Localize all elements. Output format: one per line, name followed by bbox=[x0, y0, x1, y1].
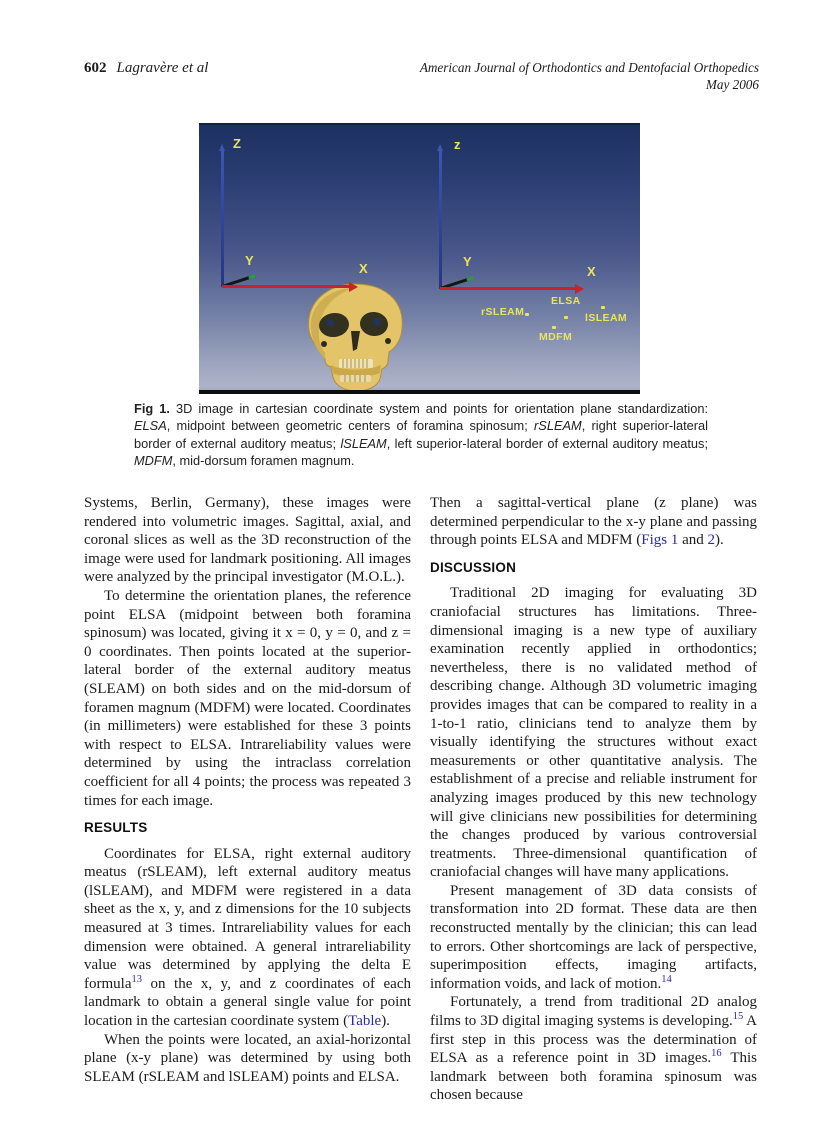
cross-reference-link[interactable]: 2 bbox=[707, 532, 716, 549]
paragraph bbox=[84, 1031, 411, 1087]
z-axis bbox=[221, 150, 224, 287]
text-segment: ). bbox=[381, 1013, 390, 1030]
issue-date: May 2006 bbox=[705, 76, 759, 92]
z-axis-label: z bbox=[454, 137, 461, 152]
z-axis bbox=[439, 150, 442, 289]
point-marker-elsa bbox=[564, 316, 568, 319]
text-segment: ). bbox=[715, 532, 724, 549]
running-head-left bbox=[84, 60, 208, 77]
paragraph bbox=[430, 584, 757, 882]
text-segment: To determine the orientation planes, the reference point ELSA (midpoint between both foramina spinosum) was located, giving it x = 0, y = 0, and z = 0 coordinates. Then points located at the superior-lateral border of the external auditory meatus (SLEAM) on both sides and on the mid-dorsum of foramen magnum (MDFM) were located. Coordinates (in millimeters) were established for these 3 points with respect to ELSA. Intrareliability values were determined by using the intraclass correlation coefficient for all 4 points; the process was repeated 3 times for each image. bbox=[84, 587, 411, 809]
cross-reference-link[interactable]: Figs 1 bbox=[641, 532, 679, 549]
x-axis-label: X bbox=[587, 264, 596, 279]
paragraph bbox=[84, 845, 411, 1031]
text-segment: Fortunately, a trend from traditional 2D analog films to 3D digital imaging systems is developing. bbox=[430, 994, 757, 1030]
text-segment: A first step in this process was the determination of ELSA as a reference point in 3D images. bbox=[430, 1013, 757, 1067]
text-segment: ELSA bbox=[134, 418, 167, 434]
point-marker-mdfm bbox=[552, 326, 556, 329]
figure-caption bbox=[134, 400, 708, 470]
text-segment: , mid-dorsum foramen magnum. bbox=[172, 453, 355, 469]
text-segment: Systems, Berlin, Germany), these images were rendered into volumetric images. Sagittal, axial, and coronal slices as well as the 3D reconstruction of the image were used for landmark positioning. All images were analyzed by the principal investigator (M.O.L.). bbox=[84, 495, 411, 586]
page-number: 602 bbox=[84, 60, 107, 76]
text-segment: MDFM bbox=[134, 453, 173, 469]
right-column bbox=[430, 494, 757, 1105]
point-marker-lsleam bbox=[601, 306, 605, 309]
text-segment: lSLEAM bbox=[340, 435, 387, 451]
point-label-mdfm: MDFM bbox=[539, 331, 573, 343]
y-axis-tip bbox=[248, 274, 256, 279]
x-axis-label: X bbox=[359, 261, 368, 276]
point-label-elsa: ELSA bbox=[551, 295, 581, 307]
point-marker-rsleam bbox=[525, 313, 529, 316]
text-segment: Coordinates for ELSA, right external auditory meatus (rSLEAM), left external auditory meatus (lSLEAM), and MDFM were registered in a data sheet as the x, y, and z dimensions for the 10 subjects measured at 3 times. Intrareliability values for each dimension were obtained. A general intrareliability value was determined by applying the delta E formula bbox=[84, 845, 411, 992]
text-segment: Then a sagittal-vertical plane (z plane) was determined perpendicular to the x-y plane and passing through points ELSA and MDFM ( bbox=[430, 495, 757, 549]
skull-render bbox=[285, 281, 425, 392]
paragraph bbox=[84, 494, 411, 587]
text-segment: This landmark between both foramina spinosum was chosen because bbox=[430, 1050, 757, 1104]
y-axis-label: Y bbox=[463, 254, 472, 269]
point-label-rsleam: rSLEAM bbox=[481, 306, 525, 318]
journal-name: American Journal of Orthodontics and Dentofacial Orthopedics bbox=[419, 60, 759, 75]
text-segment: , left superior-lateral border of external auditory meatus; bbox=[386, 435, 708, 451]
paragraph bbox=[84, 587, 411, 810]
left-column bbox=[84, 494, 411, 1105]
paragraph bbox=[430, 494, 757, 550]
x-axis bbox=[222, 285, 350, 288]
article-body bbox=[84, 494, 758, 1105]
text-segment: rSLEAM bbox=[534, 418, 582, 434]
reference-link[interactable]: 13 bbox=[131, 973, 142, 985]
text-segment: , right superior-lateral border of external auditory meatus; bbox=[134, 418, 708, 451]
text-segment: on the x, y, and z coordinates of each landmark to obtain a general single value for point location in the cartesian coordinate system ( bbox=[84, 975, 411, 1030]
figure-bottom-bar bbox=[199, 390, 640, 394]
reference-link[interactable]: 14 bbox=[661, 973, 672, 985]
section-heading: RESULTS bbox=[84, 820, 148, 836]
paragraph bbox=[430, 882, 757, 994]
y-axis-label: Y bbox=[245, 253, 254, 268]
figure-3d-render bbox=[199, 123, 640, 394]
reference-link[interactable]: 16 bbox=[711, 1048, 722, 1060]
reference-link[interactable]: 15 bbox=[732, 1011, 744, 1023]
text-segment: Traditional 2D imaging for evaluating 3D craniofacial structures has limitations. Three-dimensional imaging is a new type of auxiliary examination recently applied in orthodontics; nevertheless, there is no validated method of describing change. Although 3D volumetric imaging provides images that can be compared to reality in a 1-to-1 ratio, clinicians tend to analyze them by visually identifying the structures without exact measurements or other quantitative analysis. The establishment of a precise and reliable instrument for analyzing images produced by this new technology will give clinicians new possibilities for determining the changes produced by various controversial treatments. Three-dimensional quantification of craniofacial changes will have many applications. bbox=[430, 585, 757, 881]
cross-reference-link[interactable]: Table bbox=[348, 1013, 382, 1030]
x-axis bbox=[440, 287, 576, 290]
text-segment: Fig 1. bbox=[134, 401, 170, 416]
text-segment: Present management of 3D data consists of transformation into 2D format. These data are then reconstructed mentally by the clinician; this can lead to errors. Other shortcomings are lack of perspective, superimposition effects, imaging artifacts, information voids, and lack of motion. bbox=[430, 882, 757, 992]
z-axis-label: Z bbox=[233, 136, 241, 151]
paragraph bbox=[430, 993, 757, 1105]
text-segment: , midpoint between geometric centers of foramina spinosum; bbox=[166, 418, 535, 434]
point-label-lsleam: lSLEAM bbox=[585, 312, 628, 324]
text-segment: and bbox=[678, 532, 708, 549]
authors: Lagravère et al bbox=[116, 60, 209, 76]
y-axis-tip bbox=[466, 276, 474, 281]
section-heading: DISCUSSION bbox=[430, 559, 517, 575]
running-head-right bbox=[420, 60, 759, 93]
text-segment: 3D image in cartesian coordinate system and points for orientation plane standardization: bbox=[169, 401, 708, 416]
text-segment: When the points were located, an axial-horizontal plane (x-y plane) was determined by using both SLEAM (rSLEAM and lSLEAM) points and ELSA. bbox=[84, 1031, 411, 1085]
